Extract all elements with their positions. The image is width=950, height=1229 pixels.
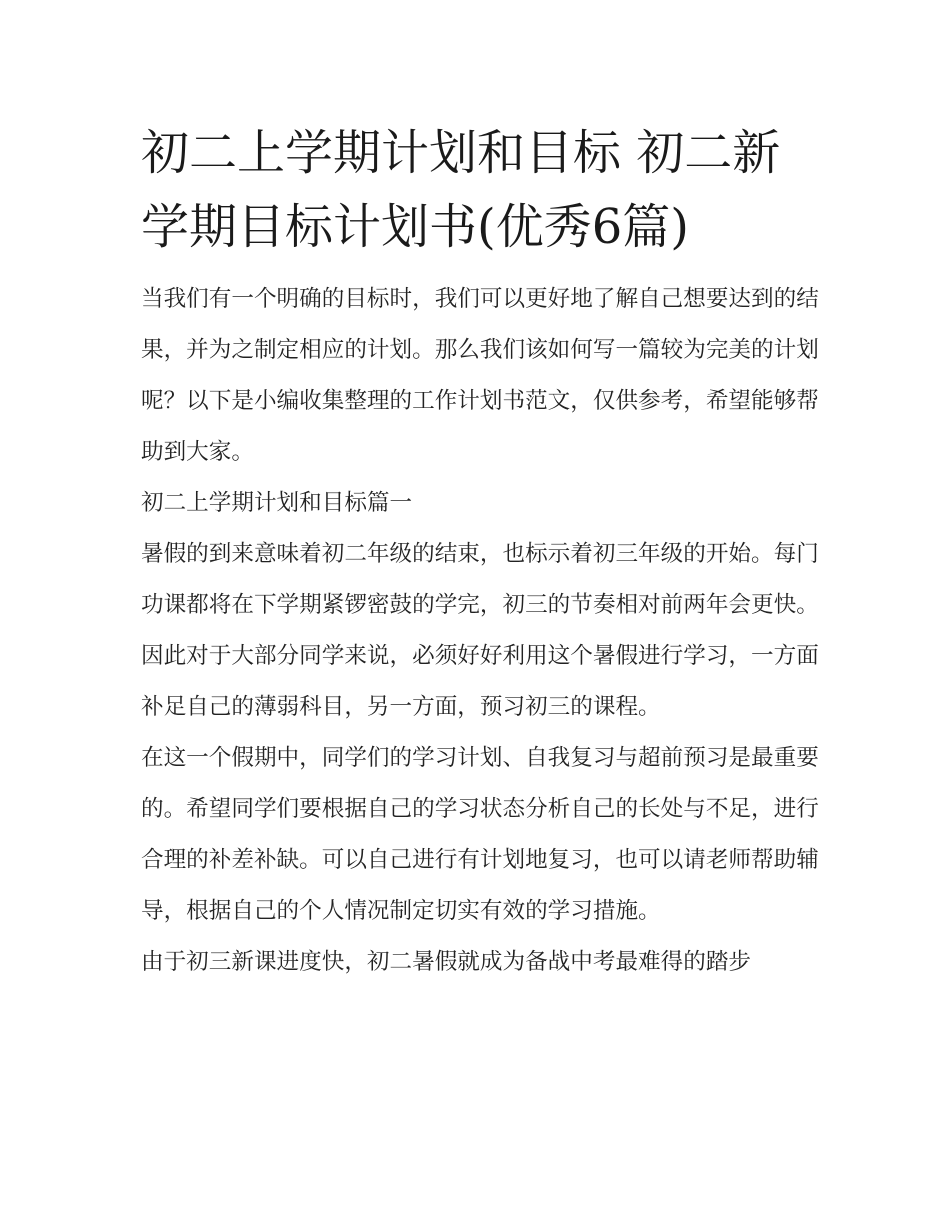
body-paragraph: 由于初三新课进度快，初二暑假就成为备战中考最难得的踏步 [141,949,752,975]
document-body [141,116,821,988]
body-paragraph: 暑假的到来意味着初二年级的结束，也标示着初三年级的开始。每门功课都将在下学期紧锣密鼓的学完，初三的节奏相对前两年会更快。因此对于大部分同学来说，必须好好利用这个暑假进行学习，一方面补足自己的薄弱科目，另一方面，预习初三的课程。 [141,541,819,720]
section-heading: 初二上学期计划和目标篇一 [141,490,413,516]
body-paragraph: 在这一个假期中，同学们的学习计划、自我复习与超前预习是最重要的。希望同学们要根据自己的学习状态分析自己的长处与不足，进行合理的补差补缺。可以自己进行有计划地复习，也可以请老师帮助辅导，根据自己的个人情况制定切实有效的学习措施。 [141,745,819,924]
intro-paragraph: 当我们有一个明确的目标时，我们可以更好地了解自己想要达到的结果，并为之制定相应的计划。那么我们该如何写一篇较为完美的计划呢？以下是小编收集整理的工作计划书范文，仅供参考，希望能够帮助到大家。 [141,286,819,465]
document-title: 初二上学期计划和目标 初二新学期目标计划书(优秀6篇) [141,125,781,255]
